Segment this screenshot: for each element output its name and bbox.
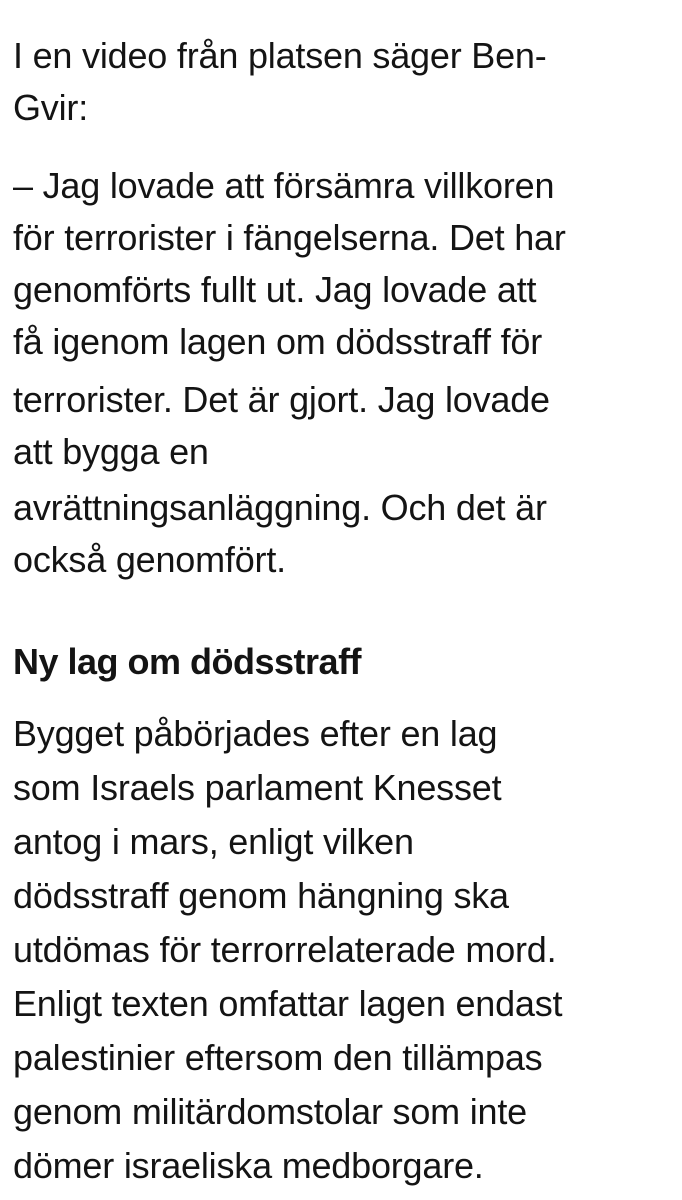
body-line: dödsstraff genom hängning ska [13,875,509,916]
body-line: Bygget påbörjades efter en lag [13,713,498,754]
body-line: som Israels parlament Knesset [13,767,502,808]
quote-line: genomförts fullt ut. Jag lovade att [13,269,537,310]
quote-line: avrättningsanläggning. Och det är [13,487,547,528]
body-line: palestinier eftersom den tillämpas [13,1037,543,1078]
body-line: utdömas för terrorrelaterade mord. [13,929,557,970]
intro-line: I en video från platsen säger Ben- [13,35,547,76]
section-heading: Ny lag om dödsstraff [13,641,362,682]
body-line: dömer israeliska medborgare. [13,1145,484,1186]
body-line: antog i mars, enligt vilken [13,821,414,862]
quote-line: att bygga en [13,431,209,472]
body-line: Enligt texten omfattar lagen endast [13,983,563,1024]
quote-line: få igenom lagen om dödsstraff för [13,321,543,362]
body-line: genom militärdomstolar som inte [13,1091,527,1132]
quote-line: också genomfört. [13,539,286,580]
quote-line: terrorister. Det är gjort. Jag lovade [13,379,550,420]
intro-line: Gvir: [13,87,88,128]
quote-line: för terrorister i fängelserna. Det har [13,217,566,258]
quote-line: – Jag lovade att försämra villkoren [13,165,555,206]
